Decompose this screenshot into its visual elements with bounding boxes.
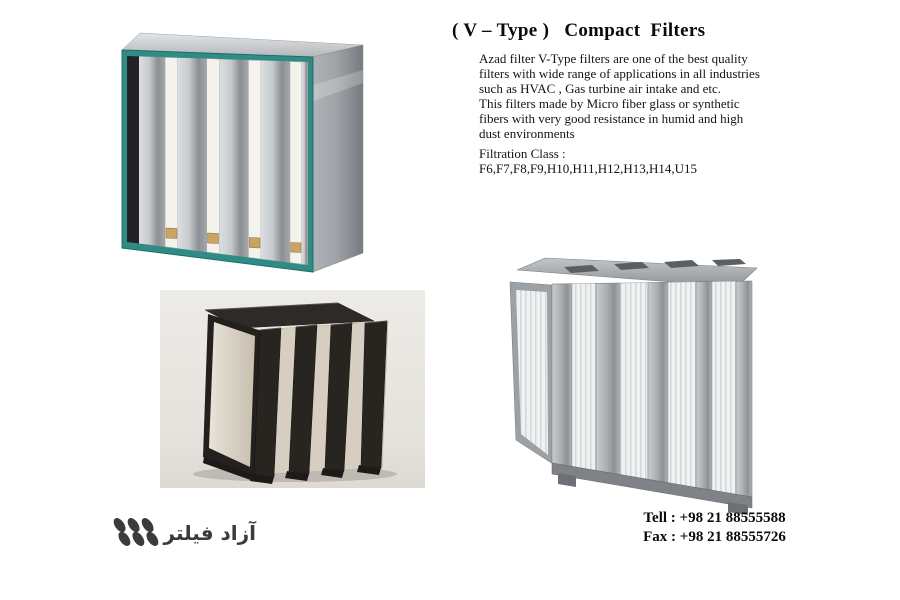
filtration-class-block (479, 146, 764, 176)
product-photo-teal-frame-filter (110, 25, 368, 287)
metal-channel (596, 283, 620, 475)
page-title: ( V – Type ) Compact Filters (452, 20, 706, 41)
three-leaf-logo-mark (110, 516, 164, 548)
top-slot (712, 259, 746, 266)
description-line: This filters made by Micro fiber glass or synthetic (479, 96, 740, 111)
description-line: such as HVAC , Gas turbine air intake and etc. (479, 81, 722, 96)
filter-media-strip (207, 59, 220, 254)
metal-channel (648, 282, 668, 482)
v-bank-foot (166, 228, 177, 239)
filtration-class-label: Filtration Class : (479, 146, 566, 161)
v-bank-foot (291, 243, 301, 253)
fax-number: Fax : +98 21 88555726 (643, 529, 786, 545)
metal-channel (736, 281, 752, 497)
pleated-media-strip (620, 283, 648, 480)
metal-separator (139, 56, 165, 246)
v-bank-foot (249, 238, 260, 249)
metal-separator (302, 62, 308, 265)
description-line: dust environments (479, 126, 575, 141)
metal-separator (178, 58, 207, 252)
pleated-media-strip (668, 282, 696, 488)
metal-separator (219, 59, 248, 257)
contact-block (612, 509, 817, 547)
product-photo-galvanized-filter (502, 250, 782, 516)
filter-media-strip (165, 57, 178, 248)
metal-channel (552, 284, 572, 467)
teal-filter-illustration (110, 25, 368, 287)
description-line: filters with wide range of applications in all industries (479, 66, 760, 81)
brand-logo (110, 506, 258, 558)
filtration-class-value: F6,F7,F8,F9,H10,H11,H12,H13,H14,U15 (479, 161, 698, 176)
galvanized-filter-illustration (502, 250, 782, 516)
product-description (479, 51, 764, 141)
metal-separator (261, 60, 290, 262)
metal-channel (696, 282, 712, 491)
black-filter-illustration (160, 290, 425, 488)
inner-shadow-strip (127, 56, 139, 244)
filter-media-strip (248, 60, 261, 259)
telephone-number: Tell : +98 21 88555588 (643, 510, 786, 526)
brand-logo-graphic (110, 506, 258, 558)
filter-media-strip (290, 61, 302, 264)
description-line: fibers with very good resistance in humid and high (479, 111, 744, 126)
description-line: Azad filter V-Type filters are one of the best quality (479, 51, 748, 66)
v-bank-foot (208, 233, 219, 244)
pleated-media-strip (712, 281, 736, 494)
pleated-media-strip (572, 283, 596, 470)
product-photo-black-frame-filter (160, 290, 425, 488)
front-media-panel (209, 322, 255, 467)
brand-name-farsi: آزاد فیلتر (163, 521, 256, 545)
